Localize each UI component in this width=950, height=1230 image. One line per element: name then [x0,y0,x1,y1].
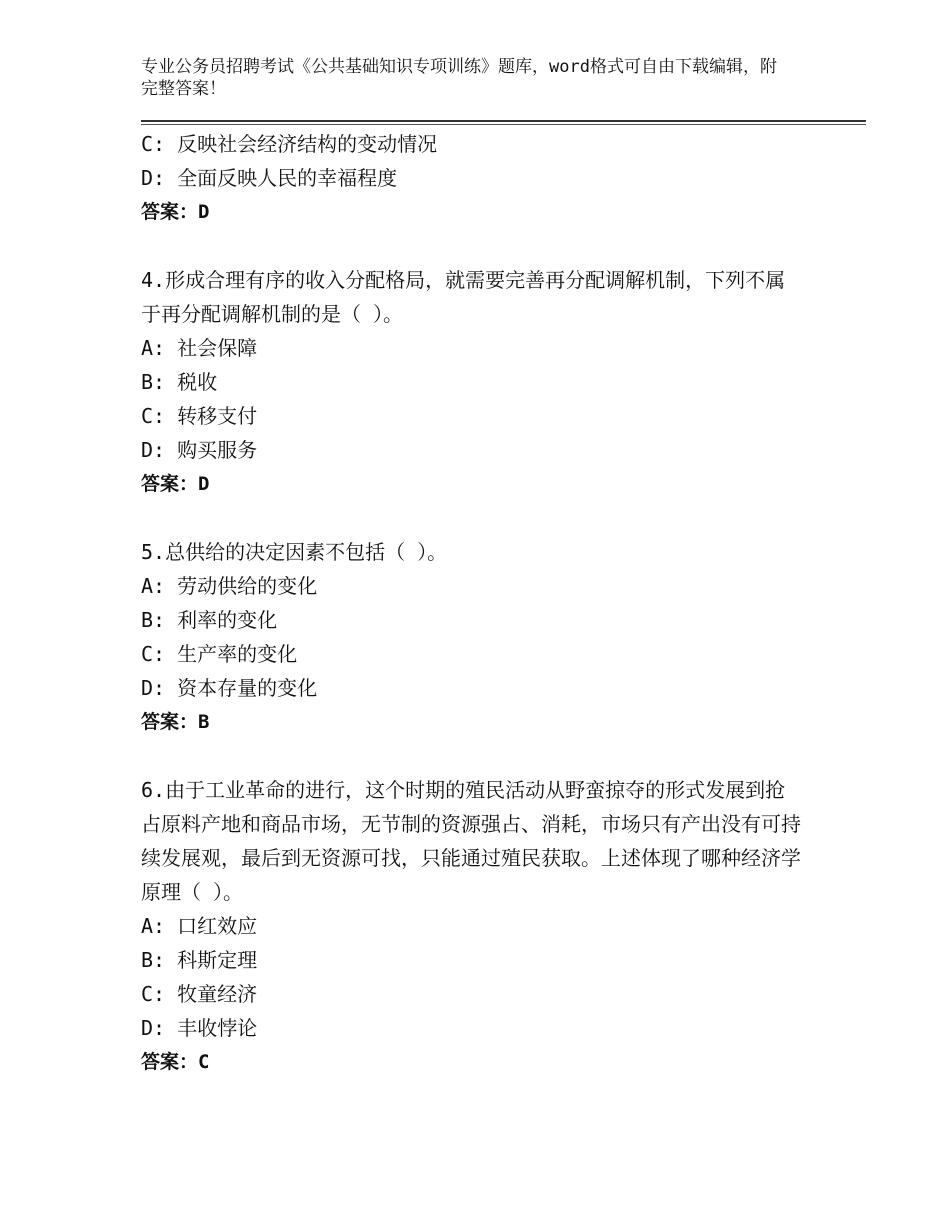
option-c: C: 生产率的变化 [141,642,298,666]
answer-line [141,705,801,739]
answer-label: 答案： [141,473,199,495]
question-text: 5.总供给的决定因素不包括（ ）。 [141,540,448,564]
option-c: C: 牧童经济 [141,982,258,1006]
answer-value: C [198,1051,210,1073]
option-a: A: 劳动供给的变化 [141,574,318,598]
answer-value: B [198,711,210,733]
option-c: C: 反映社会经济结构的变动情况 [141,132,438,156]
header-rule-thick [141,120,866,122]
question-text: 6.由于工业革命的进行，这个时期的殖民活动从野蛮掠夺的形式发展到抢占原料产地和商品市场，无节制的资源强占、消耗，市场只有产出没有可持续发展观，最后到无资源可找，只能通过殖民获取。上述体现了哪种经济学原理（ ）。 [141,778,801,904]
option-d: D: 资本存量的变化 [141,676,318,700]
option-d: D: 丰收悖论 [141,1016,258,1040]
option-b: B: 科斯定理 [141,948,258,972]
document-header: 专业公务员招聘考试《公共基础知识专项训练》题库，word格式可自由下载编辑，附完整答案！ [141,57,777,99]
question-4 [141,263,801,501]
option-d: D: 购买服务 [141,438,258,462]
answer-line [141,1045,801,1079]
option-a: A: 社会保障 [141,336,258,360]
question-5 [141,535,801,739]
answer-label: 答案： [141,201,199,223]
question-text: 4.形成合理有序的收入分配格局，就需要完善再分配调解机制，下列不属于再分配调解机制的是（ ）。 [141,268,786,326]
option-a: A: 口红效应 [141,914,258,938]
question-6 [141,773,801,1079]
answer-line [141,467,801,501]
answer-line [141,195,801,229]
option-b: B: 利率的变化 [141,608,278,632]
option-d: D: 全面反映人民的幸福程度 [141,166,398,190]
answer-label: 答案： [141,711,199,733]
answer-label: 答案： [141,1051,199,1073]
header-rule-thin [141,124,866,125]
question-list [141,127,801,1079]
question-partial [141,127,801,229]
option-b: B: 税收 [141,370,218,394]
answer-value: D [198,201,210,223]
option-c: C: 转移支付 [141,404,258,428]
answer-value: D [198,473,210,495]
